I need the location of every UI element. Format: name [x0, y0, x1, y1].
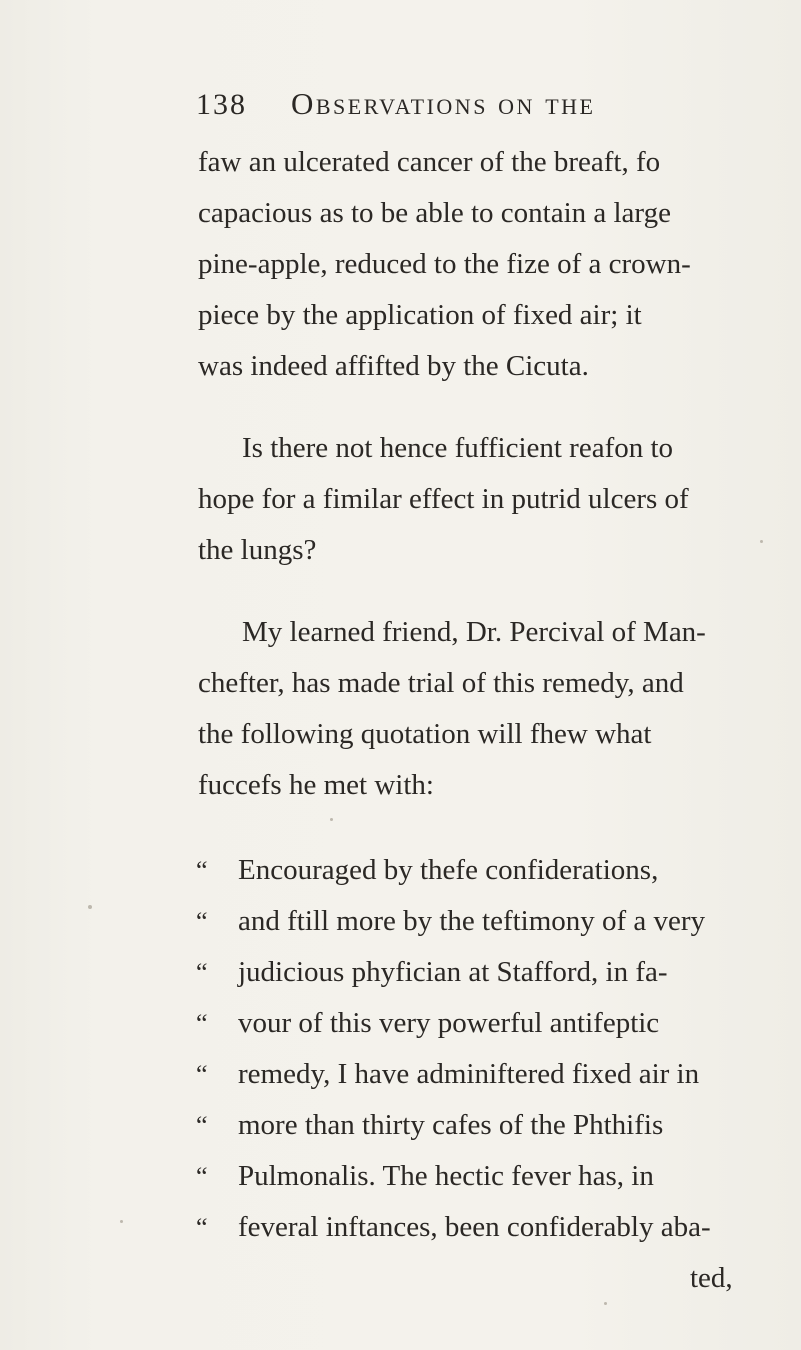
text-line: was indeed affifted by the Cicuta.: [198, 350, 589, 382]
quote-mark: “: [196, 1060, 208, 1089]
quote-mark: “: [196, 1213, 208, 1242]
quote-text: and ftill more by the teftimony of a very: [238, 905, 706, 937]
quote-line: [196, 1005, 659, 1042]
text-line: pine-apple, reduced to the fize of a crown-: [198, 248, 691, 280]
quote-line: [196, 852, 658, 889]
catchword: ted,: [690, 1262, 733, 1294]
paper-speck: [760, 540, 763, 543]
text-line: chefter, has made trial of this remedy, and: [198, 667, 684, 699]
running-title: Observations on the: [291, 86, 596, 121]
quote-mark: “: [196, 907, 208, 936]
text-line: Is there not hence fufficient reafon to: [242, 432, 674, 464]
paper-speck: [604, 1302, 607, 1305]
quote-text: Encouraged by thefe confiderations,: [238, 854, 659, 886]
paper-speck: [88, 905, 92, 909]
quote-text: remedy, I have adminiftered fixed air in: [238, 1058, 700, 1090]
quote-text: judicious phyfician at Stafford, in fa-: [238, 956, 668, 988]
text-line: My learned friend, Dr. Percival of Man-: [242, 616, 706, 648]
quote-line: [196, 1107, 663, 1144]
quote-mark: “: [196, 856, 208, 885]
quote-text: more than thirty cafes of the Phthifis: [238, 1109, 664, 1141]
quote-line: [196, 1158, 654, 1195]
text-line: the lungs?: [198, 534, 317, 566]
text-line: the following quotation will fhew what: [198, 718, 652, 750]
quote-line: [196, 1056, 699, 1093]
quote-line: [196, 903, 705, 940]
text-line: capacious as to be able to contain a large: [198, 197, 671, 229]
quote-text: Pulmonalis. The hectic fever has, in: [238, 1160, 654, 1192]
text-line: hope for a fimilar effect in putrid ulcers of: [198, 483, 689, 515]
quote-mark: “: [196, 958, 208, 987]
quote-line: [196, 1209, 711, 1246]
quote-mark: “: [196, 1009, 208, 1038]
paper-speck: [120, 1220, 123, 1223]
paper-speck: [330, 818, 333, 821]
text-line: faw an ulcerated cancer of the breaft, fo: [198, 146, 661, 178]
quote-mark: “: [196, 1162, 208, 1191]
quote-text: feveral inftances, been confiderably aba-: [238, 1211, 711, 1243]
quote-line: [196, 954, 668, 991]
text-line: piece by the application of fixed air; it: [198, 299, 642, 331]
quote-mark: “: [196, 1111, 208, 1140]
quote-text: vour of this very powerful antifeptic: [238, 1007, 660, 1039]
text-line: fuccefs he met with:: [198, 769, 434, 801]
running-head: [196, 86, 595, 130]
page-number: 138: [196, 88, 247, 121]
